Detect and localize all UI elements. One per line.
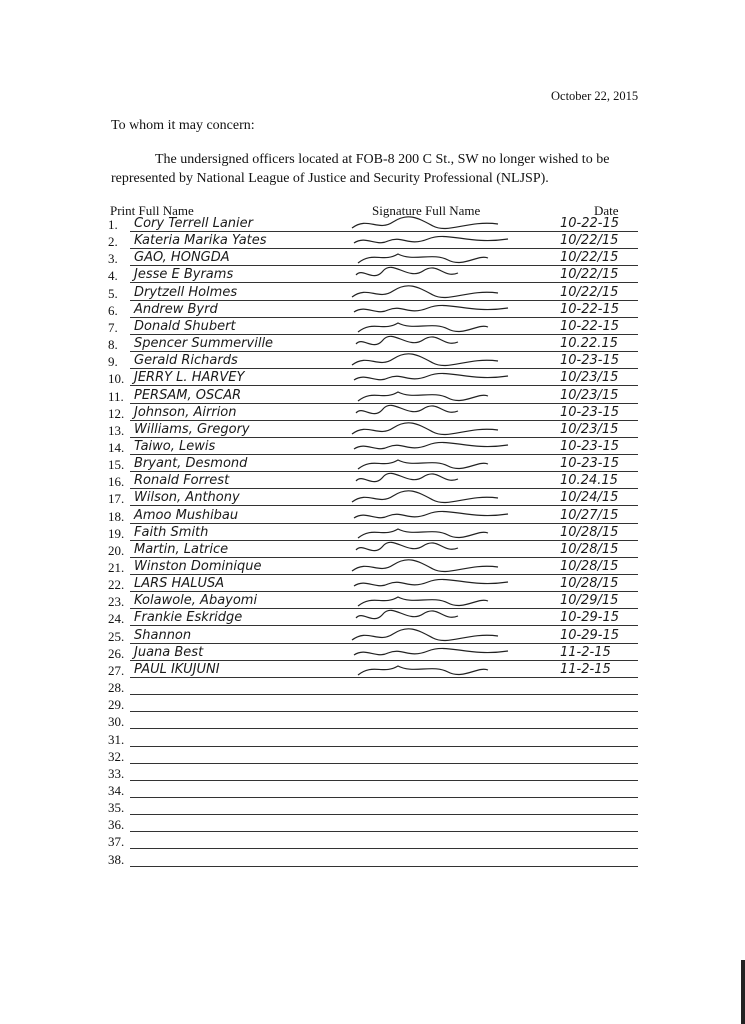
- row-number: 12.: [108, 405, 125, 421]
- signed-date: 10/28/15: [560, 524, 619, 540]
- signed-date: 10.22.15: [560, 336, 618, 352]
- body-line-1: The undersigned officers located at FOB-8 200 C St., SW no longer wished to be: [155, 152, 610, 167]
- printed-name: Andrew Byrd: [134, 301, 218, 317]
- printed-name: Wilson, Anthony: [134, 490, 240, 506]
- signature-stroke: [354, 648, 508, 655]
- signature-stroke: [352, 423, 498, 435]
- signature-stroke: [354, 511, 508, 518]
- signed-date: 10-23-15: [560, 404, 620, 420]
- row-number: 26.: [108, 645, 125, 661]
- signature-stroke: [358, 529, 488, 538]
- signature-row: [108, 749, 638, 766]
- row-rule: [130, 728, 638, 729]
- row-number: 20.: [108, 542, 125, 558]
- signature-stroke: [352, 217, 498, 229]
- row-rule: [130, 694, 638, 695]
- signature-stroke: [352, 628, 498, 640]
- signed-date: 10/23/15: [560, 370, 619, 386]
- signature-row: [108, 817, 638, 834]
- row-number: 11.: [108, 388, 124, 404]
- row-number: 28.: [108, 680, 125, 696]
- signed-date: 10.24.15: [560, 473, 618, 489]
- signature-stroke: [358, 666, 488, 675]
- row-number: 33.: [108, 765, 125, 781]
- row-number: 27.: [108, 662, 125, 678]
- signed-date: 10-29-15: [560, 610, 620, 626]
- signature-stroke: [356, 542, 458, 550]
- row-rule: [130, 797, 638, 798]
- printed-name: Shannon: [134, 627, 192, 643]
- row-number: 7.: [108, 319, 118, 335]
- signed-date: 10/23/15: [560, 387, 619, 403]
- signature-stroke: [354, 580, 508, 587]
- printed-name: Faith Smith: [134, 524, 209, 540]
- printed-name: PERSAM, OSCAR: [134, 387, 242, 403]
- signed-date: 10-23-15: [560, 438, 620, 454]
- row-number: 5.: [108, 285, 118, 301]
- printed-name: Kolawole, Abayomi: [134, 593, 258, 609]
- row-number: 37.: [108, 834, 125, 850]
- signed-date: 10/24/15: [560, 490, 619, 506]
- signed-date: 10-22-15: [560, 301, 620, 317]
- header-signature: Signature Full Name: [372, 203, 481, 218]
- row-rule: [130, 711, 638, 712]
- signed-date: 10/22/15: [560, 250, 619, 266]
- body-line-2: represented by National League of Justice and Security Professional (NLJSP).: [111, 171, 549, 186]
- row-number: 13.: [108, 422, 125, 438]
- printed-name: Frankie Eskridge: [134, 610, 243, 626]
- row-rule: [130, 866, 638, 867]
- signature-stroke: [354, 374, 508, 381]
- letter-body: [111, 150, 636, 188]
- header-date: Date: [594, 203, 619, 218]
- signed-date: 10-22-15: [560, 216, 620, 231]
- signed-date: 10-22-15: [560, 318, 620, 334]
- signature-stroke: [358, 254, 488, 263]
- signature-stroke: [352, 354, 498, 366]
- signed-date: 10/29/15: [560, 593, 619, 609]
- signature-row: [108, 852, 638, 869]
- signature-row: [108, 680, 638, 697]
- row-number: 36.: [108, 817, 125, 833]
- row-number: 24.: [108, 611, 125, 627]
- row-number: 32.: [108, 748, 125, 764]
- printed-name: Winston Dominique: [134, 559, 262, 574]
- signature-stroke: [356, 474, 458, 482]
- signature-row: [108, 766, 638, 783]
- row-number: 15.: [108, 457, 125, 473]
- signed-date: 10/27/15: [560, 507, 619, 523]
- row-number: 30.: [108, 714, 125, 730]
- printed-name: LARS HALUSA: [134, 576, 225, 592]
- signature-stroke: [356, 268, 458, 276]
- letter-date: October 22, 2015: [551, 89, 639, 103]
- printed-name: Drytzell Holmes: [134, 284, 238, 300]
- signature-stroke: [358, 392, 488, 401]
- signature-row: [108, 697, 638, 714]
- signature-row: [108, 663, 638, 680]
- signature-row: [108, 714, 638, 731]
- printed-name: Kateria Marika Yates: [134, 233, 267, 249]
- signed-date: 10-23-15: [560, 456, 620, 472]
- scan-edge-mark: [741, 960, 745, 1024]
- printed-name: Donald Shubert: [134, 318, 236, 334]
- signed-date: 10/28/15: [560, 576, 619, 592]
- signature-stroke: [352, 491, 498, 503]
- row-number: 9.: [108, 354, 118, 370]
- printed-name: Johnson, Airrion: [134, 404, 237, 420]
- printed-name: JERRY L. HARVEY: [134, 370, 245, 386]
- signature-row: [108, 732, 638, 749]
- printed-name: GAO, HONGDA: [134, 250, 230, 266]
- row-number: 38.: [108, 851, 125, 867]
- signature-stroke: [358, 460, 488, 469]
- signature-stroke: [356, 405, 458, 413]
- row-number: 10.: [108, 371, 125, 387]
- printed-name: Ronald Forrest: [134, 473, 230, 489]
- signature-stroke: [356, 336, 458, 344]
- printed-name: Martin, Latrice: [134, 541, 229, 557]
- row-rule: [130, 763, 638, 764]
- signed-date: 10-23-15: [560, 353, 620, 369]
- salutation: To whom it may concern:: [111, 118, 255, 133]
- signature-stroke: [358, 323, 488, 332]
- row-number: 8.: [108, 337, 118, 353]
- signature-stroke: [358, 597, 488, 606]
- row-number: 29.: [108, 697, 125, 713]
- row-rule: [130, 831, 638, 832]
- row-number: 2.: [108, 234, 118, 250]
- signature-stroke: [354, 237, 508, 244]
- signed-date: 10/22/15: [560, 284, 619, 300]
- signature-stroke: [352, 285, 498, 297]
- row-number: 19.: [108, 525, 125, 541]
- printed-name: Juana Best: [134, 644, 204, 660]
- signed-date: 10-29-15: [560, 627, 620, 643]
- signed-date: 10/23/15: [560, 421, 619, 437]
- row-number: 34.: [108, 782, 125, 798]
- header-print-name: Print Full Name: [110, 203, 194, 218]
- row-number: 17.: [108, 491, 125, 507]
- row-number: 4.: [108, 268, 118, 284]
- row-rule: [130, 780, 638, 781]
- signed-date: 10/28/15: [560, 559, 619, 574]
- printed-name: Gerald Richards: [134, 353, 238, 369]
- signature-row: [108, 800, 638, 817]
- signed-date: 11-2-15: [560, 644, 611, 660]
- signature-stroke: [354, 305, 508, 312]
- row-number: 23.: [108, 594, 125, 610]
- row-number: 18.: [108, 508, 125, 524]
- row-number: 22.: [108, 577, 125, 593]
- printed-name: Cory Terrell Lanier: [134, 216, 253, 231]
- signed-date: 10/22/15: [560, 233, 619, 249]
- signature-row: [108, 783, 638, 800]
- row-number: 16.: [108, 474, 125, 490]
- printed-name: Taiwo, Lewis: [134, 438, 216, 454]
- printed-name: Amoo Mushibau: [134, 507, 239, 523]
- signed-date: 10/22/15: [560, 267, 619, 283]
- printed-name: Spencer Summerville: [134, 336, 274, 352]
- row-rule: [130, 746, 638, 747]
- printed-name: Jesse E Byrams: [134, 267, 234, 283]
- row-number: 14.: [108, 439, 125, 455]
- printed-name: PAUL IKUJUNI: [134, 661, 220, 677]
- signature-stroke: [352, 560, 498, 572]
- signature-stroke: [354, 442, 508, 449]
- signed-date: 10/28/15: [560, 541, 619, 557]
- signature-row: [108, 834, 638, 851]
- row-number: 1.: [108, 217, 118, 232]
- row-rule: [130, 814, 638, 815]
- printed-name: Williams, Gregory: [134, 421, 250, 437]
- row-number: 35.: [108, 800, 125, 816]
- row-number: 31.: [108, 731, 125, 747]
- signed-date: 11-2-15: [560, 661, 611, 677]
- handwritten-signature: [348, 660, 518, 680]
- printed-name: Bryant, Desmond: [134, 456, 248, 472]
- row-rule: [130, 848, 638, 849]
- row-number: 6.: [108, 302, 118, 318]
- signature-stroke: [356, 611, 458, 619]
- row-number: 25.: [108, 628, 125, 644]
- row-number: 21.: [108, 560, 125, 575]
- row-number: 3.: [108, 251, 118, 267]
